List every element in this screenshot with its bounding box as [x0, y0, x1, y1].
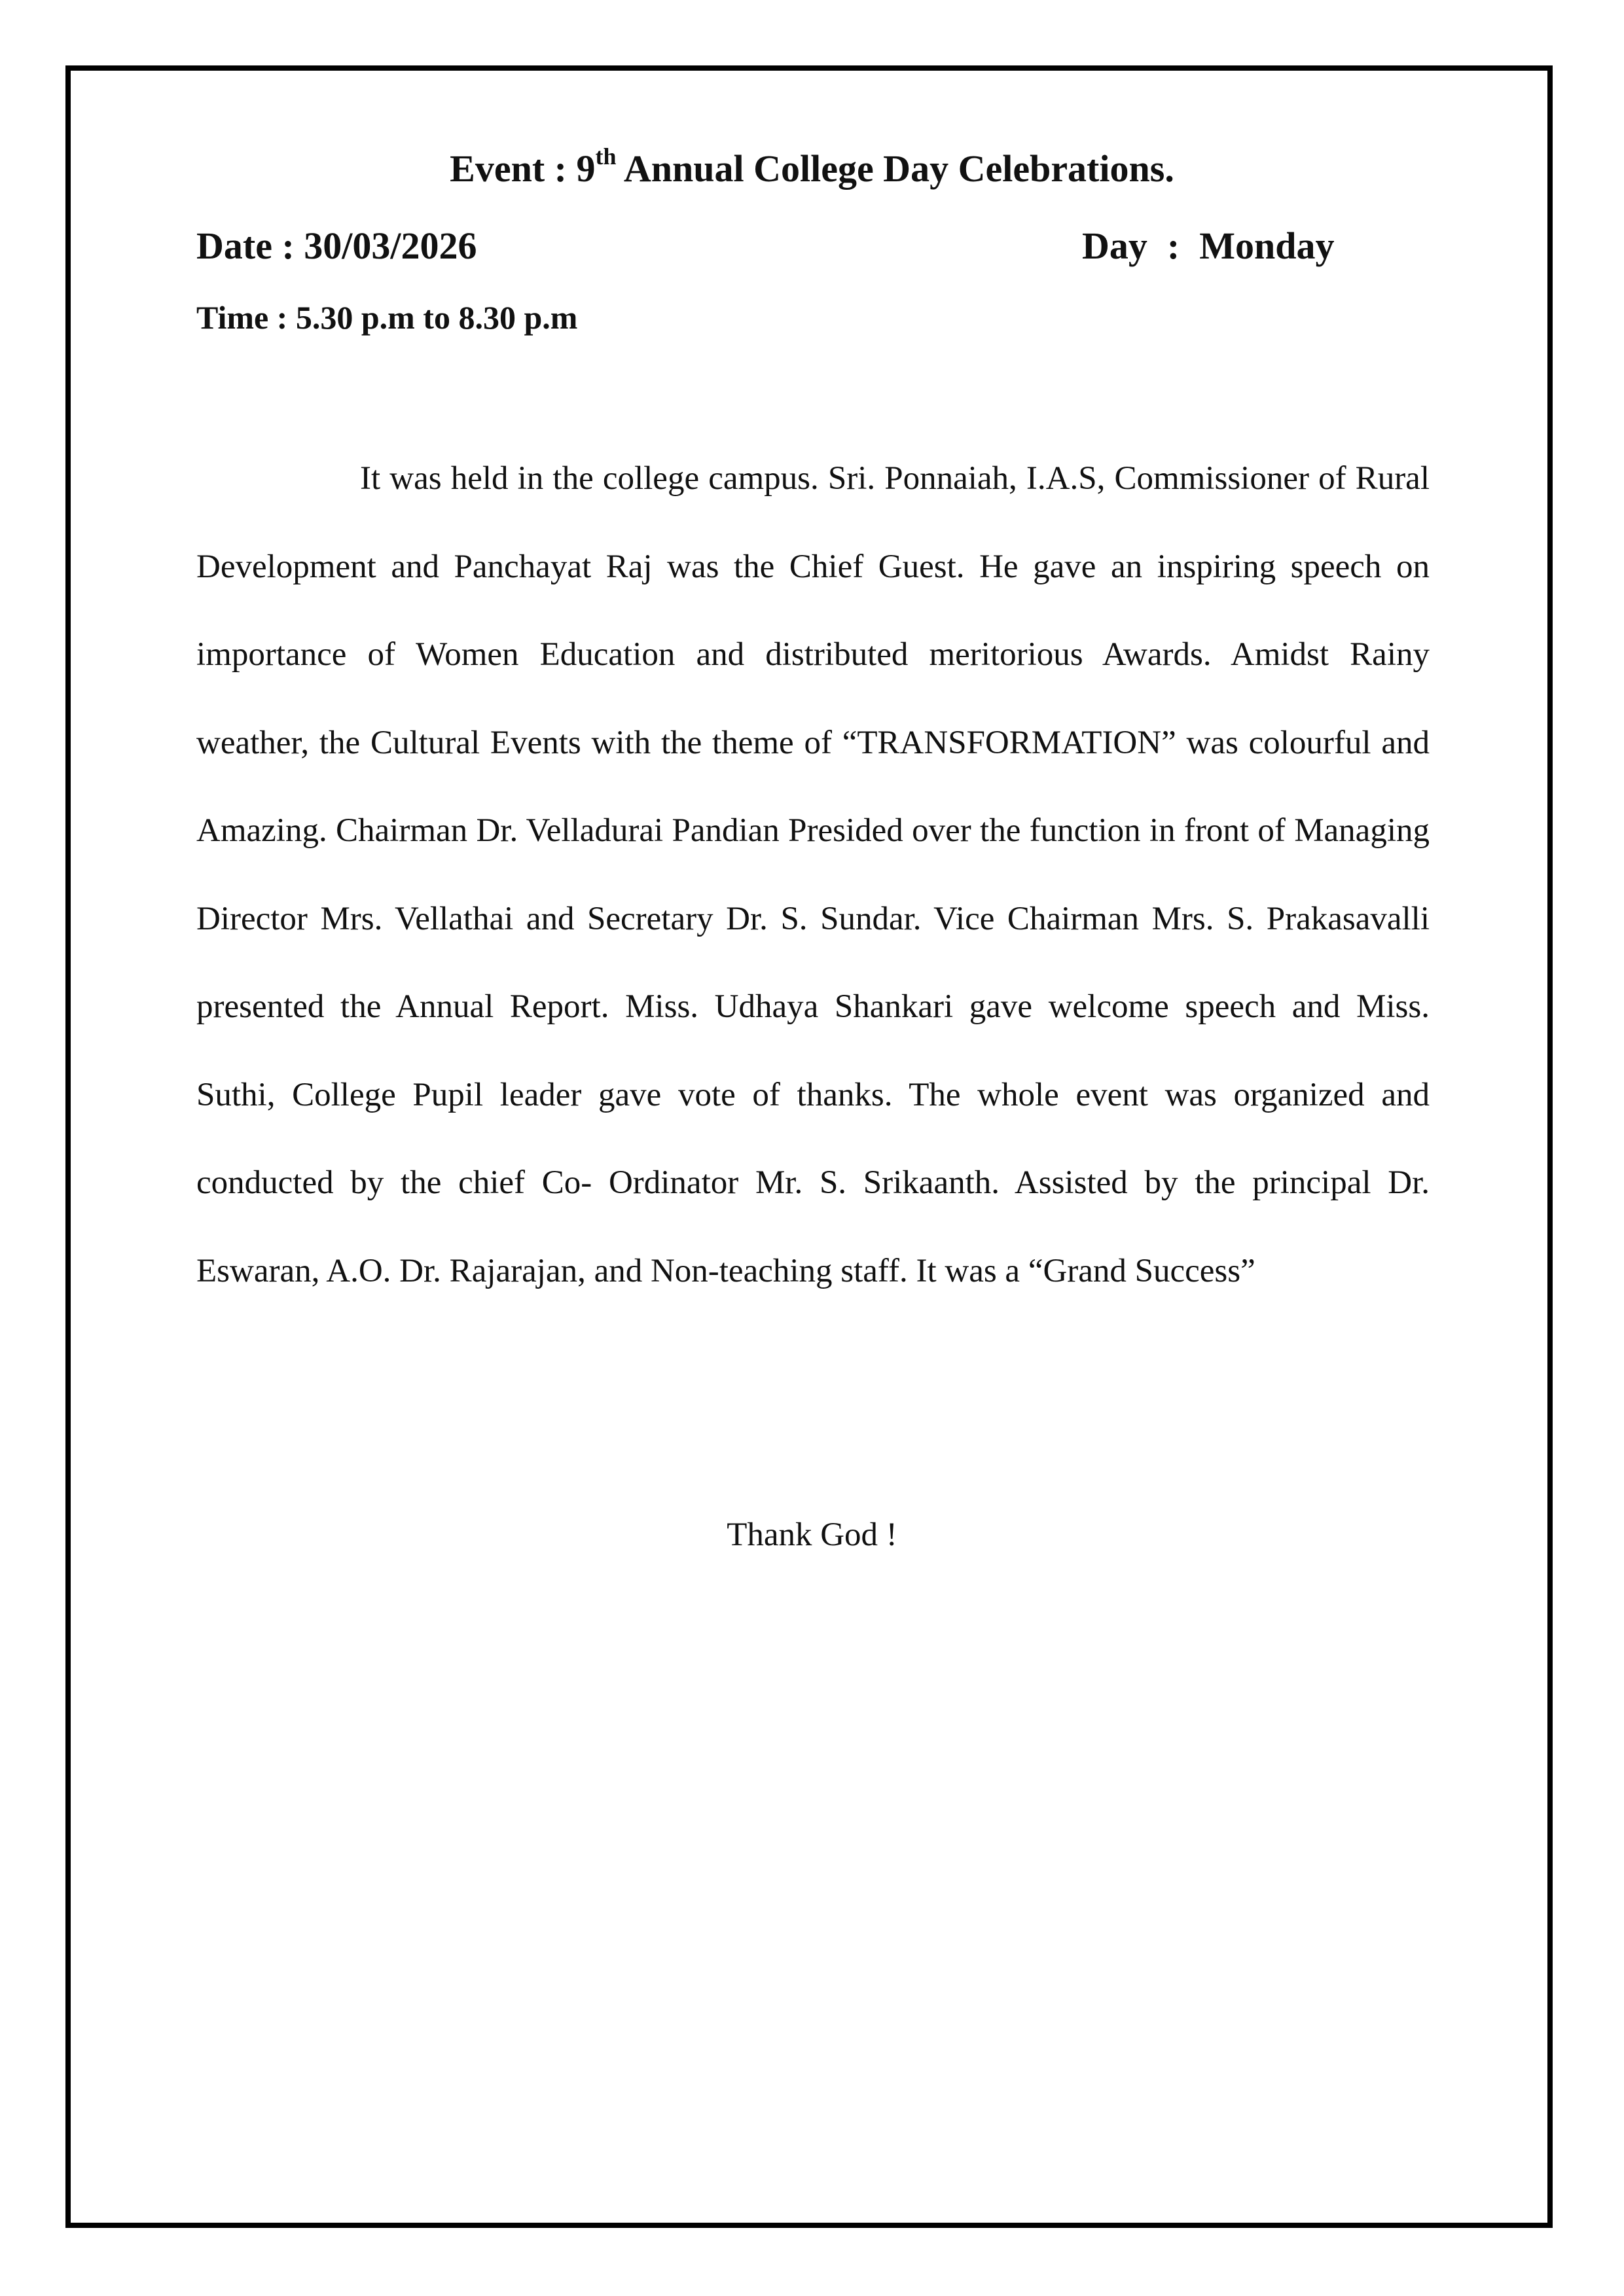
time-line — [196, 295, 577, 340]
date-line — [196, 220, 477, 272]
closing-line: Thank God ! — [727, 1516, 897, 1553]
time-label: Time : — [196, 299, 296, 336]
date-value: 30/03/2026 — [304, 224, 477, 267]
event-number: 9 — [576, 147, 596, 190]
day-separator: : — [1166, 224, 1180, 267]
day-label: Day — [1082, 224, 1147, 267]
day-line — [1082, 220, 1334, 272]
event-report-paragraph: It was held in the college campus. Sri. Ponnaiah, I.A.S, Commissioner of Rural Development and Panchayat Raj was the Chief Guest. He gave an inspiring speech on importance of Women Education and distributed meritorious Awards. Amidst Rainy weather, the Cultural Events with the theme of “TRANSFORMATION” was colourful and Amazing. Chairman Dr. Velladurai Pandian Presided over the function in front of Managing Director Mrs. Vellathai and Secretary Dr. S. Sundar. Vice Chairman Mrs. S. Prakasavalli presented the Annual Report. Miss. Udhaya Shankari gave welcome speech and Miss. Suthi, College Pupil leader gave vote of thanks. The whole event was organized and conducted by the chief Co- Ordinator Mr. S. Srikaanth. Assisted by the principal Dr. Eswaran, A.O. Dr. Rajarajan, and Non-teaching staff. It was a “Grand Success” — [196, 460, 1430, 1289]
event-ordinal-suffix: th — [595, 143, 617, 170]
date-label: Date : — [196, 224, 304, 267]
event-name: Annual College Day Celebrations. — [616, 147, 1174, 190]
event-label: Event : — [450, 147, 577, 190]
event-title — [0, 143, 1624, 195]
day-value: Monday — [1199, 224, 1335, 267]
time-value: 5.30 p.m to 8.30 p.m — [295, 299, 578, 336]
